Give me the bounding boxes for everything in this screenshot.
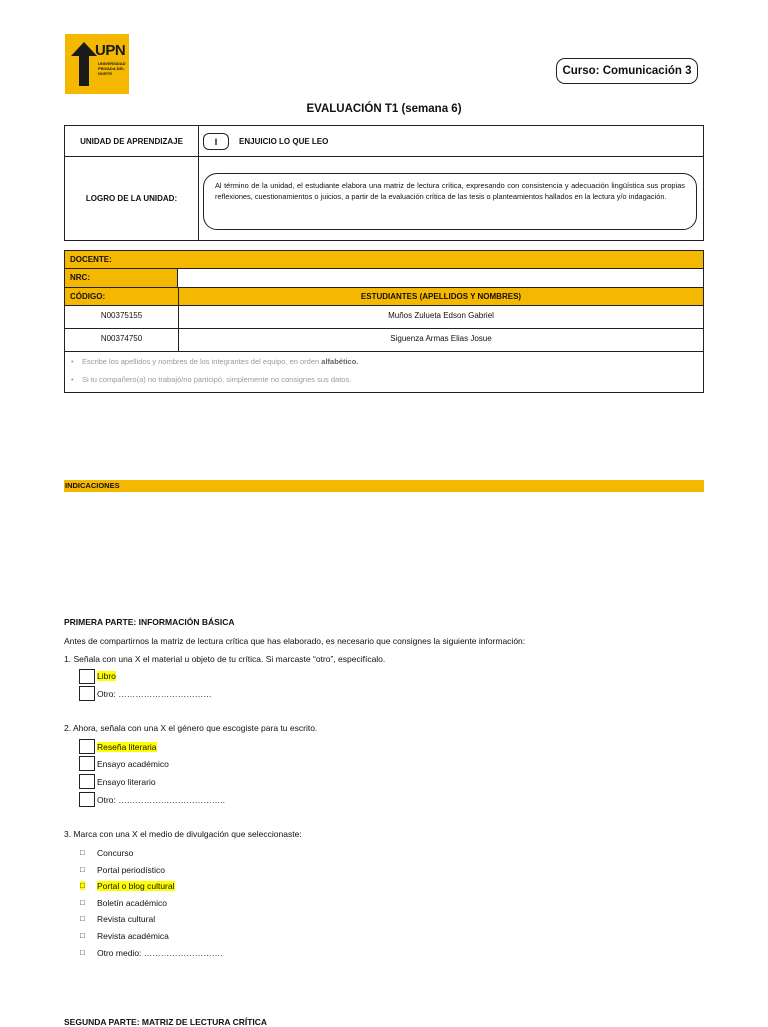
checkbox-ensayo-academico[interactable]	[79, 756, 95, 771]
question-3: 3. Marca con una X el medio de divulgación que seleccionaste:	[64, 829, 302, 839]
option-otro: Otro: ……………………………	[97, 689, 212, 699]
checkbox-ensayo-literario[interactable]	[79, 774, 95, 789]
docente-row	[65, 251, 703, 269]
checkbox-otro-genero[interactable]	[79, 792, 95, 807]
square-bullet-icon[interactable]: □	[80, 881, 85, 891]
logo-subtext: UNIVERSIDAD PRIVADA DEL NORTE	[98, 61, 126, 76]
question-2: 2. Ahora, señala con una X el género que escogiste para tu escrito.	[64, 723, 318, 733]
bullet-icon: •	[71, 375, 82, 384]
logro-text: Al término de la unidad, el estudiante elabora una matriz de lectura crítica, expresando con consistencia y adecuación lingüística sus propias reflexiones, cuestionamientos o juicios, a partir de la evaluación crítica de las tesis o planteamientos hallados en la lectura y/o indagación.	[203, 173, 697, 230]
student-code: N00375155	[100, 311, 143, 320]
note-item	[71, 357, 358, 366]
option-ensayo-literario: Ensayo literario	[97, 777, 156, 787]
students-header: ESTUDIANTES (APELLIDOS Y NOMBRES)	[360, 292, 522, 301]
upn-logo	[65, 34, 129, 94]
student-code: N00374750	[100, 334, 143, 343]
medio-option: Revista cultural	[97, 914, 156, 925]
codigo-label: CÓDIGO:	[70, 292, 106, 301]
question-1: 1. Señala con una X el material u objeto de tu crítica. Si marcaste “otro”, especifícalo.	[64, 654, 386, 664]
student-name: Siguenza Armas Elias Josue	[390, 334, 492, 343]
student-table	[64, 250, 704, 393]
square-bullet-icon[interactable]: □	[80, 931, 85, 940]
medio-option: Portal o blog cultural	[97, 881, 175, 892]
logro-label: LOGRO DE LA UNIDAD:	[85, 194, 178, 203]
course-label: Curso: Comunicación 3	[556, 58, 698, 84]
option-resena: Reseña literaria	[97, 742, 157, 752]
codigo-header-row	[65, 288, 703, 306]
part1-intro: Antes de compartirnos la matriz de lectura crítica que has elaborado, es necesario que consignes la siguiente información:	[64, 636, 526, 646]
note-text: Escribe los apellidos y nombres de los integrantes del equipo, en orden	[81, 357, 320, 366]
logo-text: UPN	[95, 42, 126, 59]
square-bullet-icon[interactable]: □	[80, 914, 85, 924]
unit-label: UNIDAD DE APRENDIZAJE	[80, 136, 183, 146]
medio-option: Otro medio: ……………………….	[97, 947, 223, 958]
docente-label: DOCENTE:	[70, 255, 112, 264]
part1-heading: PRIMERA PARTE: INFORMACIÓN BÁSICA	[64, 617, 235, 627]
part2-heading: SEGUNDA PARTE: MATRIZ DE LECTURA CRÍTICA	[64, 1017, 268, 1027]
medio-option: Portal periodístico	[97, 864, 166, 875]
square-bullet-icon[interactable]: □	[80, 947, 85, 957]
option-libro: Libro	[97, 671, 116, 681]
note-text: Si tu compañero(a) no trabajó/no participó, simplemente no consignes sus datos.	[81, 375, 352, 384]
note-item	[71, 375, 351, 384]
option-otro-genero: Otro: ………………………………..	[97, 795, 225, 805]
medio-option: Concurso	[97, 848, 134, 858]
medio-option: Revista académica	[97, 931, 169, 941]
square-bullet-icon[interactable]: □	[80, 864, 85, 874]
nrc-row	[65, 269, 703, 288]
table-row	[65, 306, 703, 329]
note-bold: alfabético.	[321, 357, 359, 366]
unit-table	[64, 125, 704, 241]
nrc-label-cell	[65, 269, 178, 287]
table-row	[65, 329, 703, 352]
student-name: Muños Zulueta Edson Gabriel	[388, 311, 494, 320]
nrc-label: NRC:	[70, 273, 90, 282]
checkbox-libro[interactable]	[79, 669, 95, 684]
unit-number: I	[203, 133, 229, 150]
checkbox-resena[interactable]	[79, 739, 95, 754]
medio-option: Boletín académico	[97, 897, 167, 908]
unit-name: ENJUICIO LO QUE LEO	[239, 137, 329, 146]
bullet-icon: •	[71, 357, 82, 366]
page-title: EVALUACIÓN T1 (semana 6)	[306, 103, 462, 115]
square-bullet-icon[interactable]: □	[80, 848, 85, 857]
divider	[198, 126, 199, 240]
indicaciones-bar: INDICACIONES	[64, 480, 704, 492]
option-ensayo-academico: Ensayo académico	[97, 759, 169, 769]
checkbox-otro[interactable]	[79, 686, 95, 701]
square-bullet-icon[interactable]: □	[80, 897, 85, 907]
arrow-up-icon	[71, 42, 97, 86]
